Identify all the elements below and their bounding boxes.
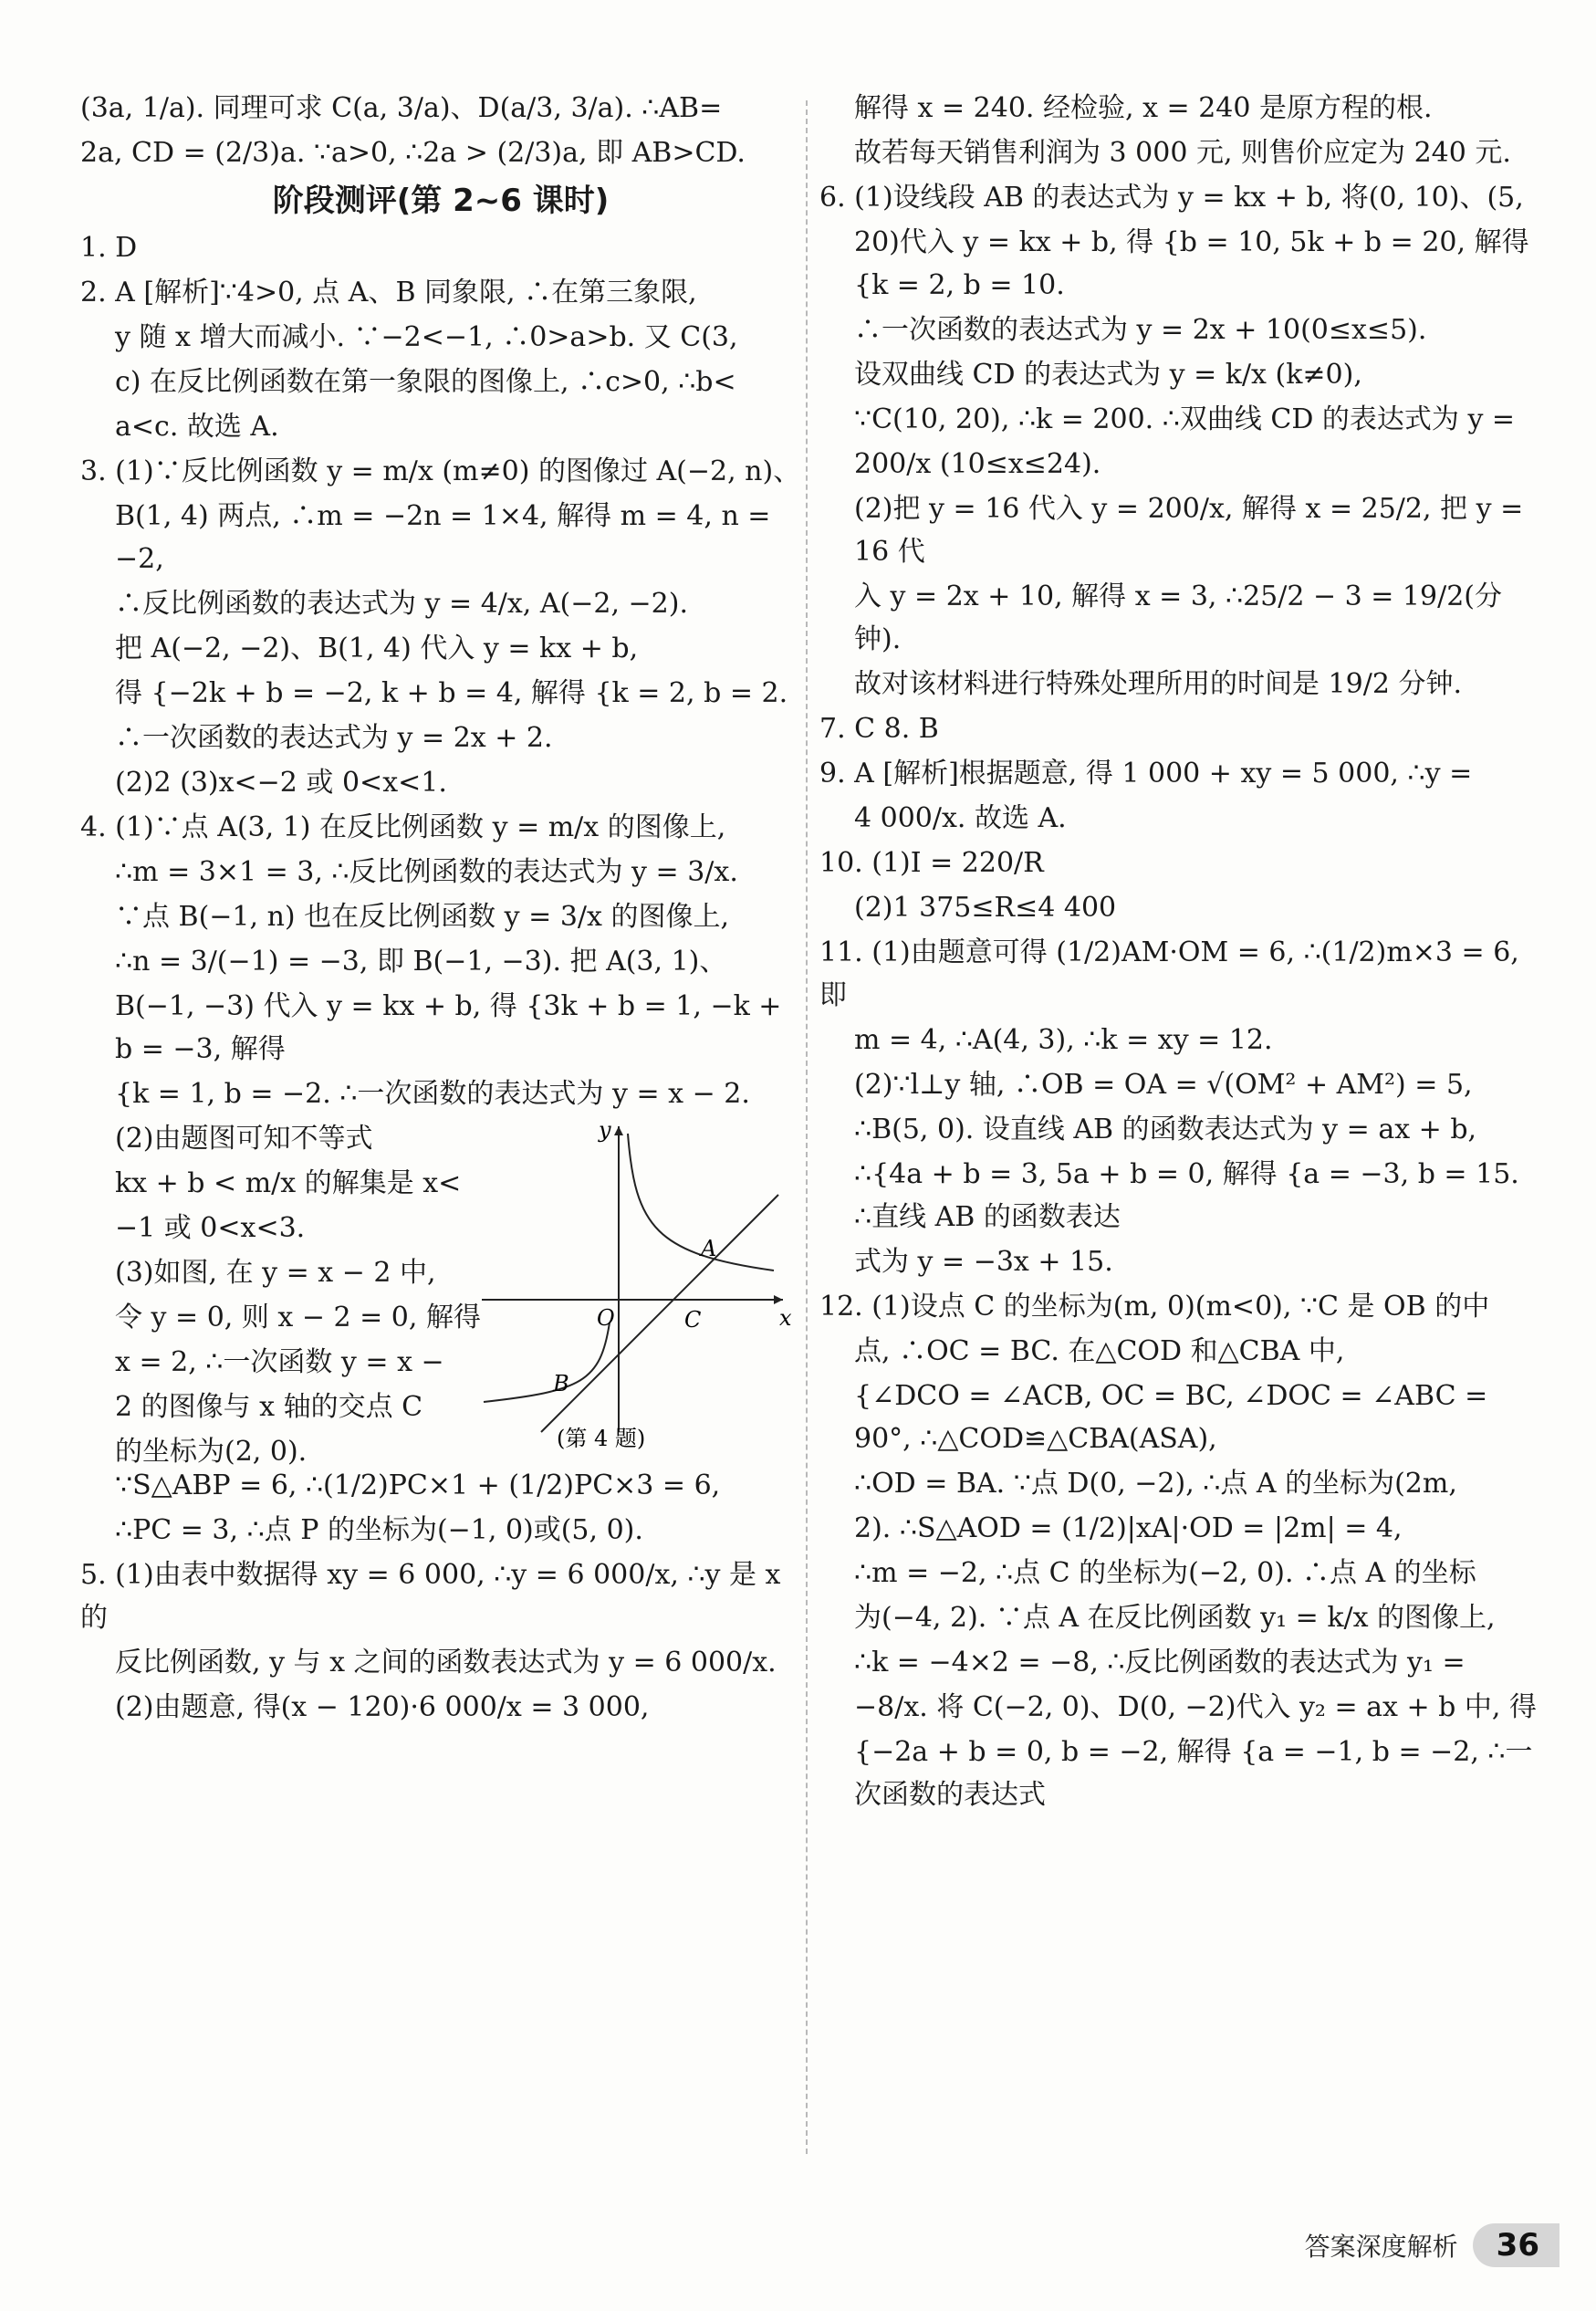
q3-line: 把 A(−2, −2)、B(1, 4) 代入 y = kx + b, — [115, 633, 639, 664]
q5-block — [80, 1553, 801, 1729]
q2-line: a<c. 故选 A. — [115, 411, 279, 443]
q5-line: 反比例函数, y 与 x 之间的函数表达式为 y = 6 000/x. — [115, 1647, 777, 1678]
q12-line: 点, ∴OC = BC. 在△COD 和△CBA 中, — [854, 1335, 1345, 1367]
q4-block — [80, 806, 801, 1552]
q4-line: ∴m = 3×1 = 3, ∴反比例函数的表达式为 y = 3/x. — [115, 856, 738, 888]
q4-line: −1 或 0<x<3. — [115, 1212, 306, 1244]
section-title: 阶段测评(第 2~6 课时) — [272, 183, 610, 219]
q6-line: 200/x (10≤x≤24). — [854, 448, 1101, 480]
q4-line: 4. (1)∵点 A(3, 1) 在反比例函数 y = m/x 的图像上, — [80, 811, 726, 843]
q4-line: 令 y = 0, 则 x − 2 = 0, 解得 — [115, 1302, 481, 1333]
q3-block — [80, 450, 801, 804]
q9-block — [819, 752, 1540, 840]
q10-block — [819, 842, 1540, 929]
q4-line: 2 的图像与 x 轴的交点 C — [115, 1391, 423, 1423]
x-axis-arrow-icon — [774, 1295, 783, 1304]
q3-line: 得 {−2k + b = −2, k + b = 4, 解得 {k = 2, b = 2. — [115, 677, 788, 709]
point-a-label: A — [701, 1236, 717, 1261]
q6-line: 设双曲线 CD 的表达式为 y = k/x (k≠0), — [854, 359, 1362, 391]
y-axis-arrow-icon — [614, 1126, 623, 1135]
q3-line: (2)2 (3)x<−2 或 0<x<1. — [115, 767, 447, 799]
q3-line: ∴一次函数的表达式为 y = 2x + 2. — [115, 722, 553, 754]
q3-line: B(1, 4) 两点, ∴m = −2n = 1×4, 解得 m = 4, n = −2, — [115, 500, 771, 575]
q12-line: ∴OD = BA. ∵点 D(0, −2), ∴点 A 的坐标为(2m, — [854, 1468, 1457, 1500]
q5-continued-block — [819, 87, 1540, 174]
left-column — [80, 87, 801, 1731]
q10-line: 10. (1)I = 220/R — [819, 847, 1044, 879]
right-column — [819, 87, 1540, 1818]
q11-block — [819, 931, 1540, 1283]
q4-line: 的坐标为(2, 0). — [115, 1436, 308, 1468]
prev-answer-line-2: 2a, CD = (2/3)a. ∵a>0, ∴2a > (2/3)a, 即 AB>CD. — [80, 137, 746, 169]
q6-line: ∵C(10, 20), ∴k = 200. ∴双曲线 CD 的表达式为 y = — [854, 403, 1516, 435]
q4-line: (3)如图, 在 y = x − 2 中, — [115, 1257, 436, 1289]
q2-line: 2. A [解析]∵4>0, 点 A、B 同象限, ∴在第三象限, — [80, 277, 697, 308]
q12-line: 2). ∴S△AOD = (1/2)|xA|·OD = |2m| = 4, — [854, 1512, 1403, 1544]
q5-line: 5. (1)由表中数据得 xy = 6 000, ∴y = 6 000/x, ∴y 是 x 的 — [80, 1559, 781, 1634]
axis-y-label: y — [599, 1117, 611, 1143]
q4-line: ∵点 B(−1, n) 也在反比例函数 y = 3/x 的图像上, — [115, 901, 730, 933]
axis-x-label: x — [779, 1305, 792, 1331]
q11-line: ∴{4a + b = 3, 5a + b = 0, 解得 {a = −3, b = 15. ∴直线 AB 的函数表达 — [854, 1158, 1519, 1233]
q3-line: ∴反比例函数的表达式为 y = 4/x, A(−2, −2). — [115, 588, 689, 620]
q6-line: 故对该材料进行特殊处理所用的时间是 19/2 分钟. — [854, 668, 1462, 700]
q11-line: 11. (1)由题意可得 (1/2)AM·OM = 6, ∴(1/2)m×3 = 6, 即 — [819, 936, 1519, 1011]
q12-line: 为(−4, 2). ∵点 A 在反比例函数 y₁ = k/x 的图像上, — [854, 1602, 1496, 1634]
q12-block — [819, 1285, 1540, 1816]
q12-line: −8/x. 将 C(−2, 0)、D(0, −2)代入 y₂ = ax + b 中, 得 — [854, 1691, 1537, 1723]
q6-block — [819, 176, 1540, 706]
q12-line: 12. (1)设点 C 的坐标为(m, 0)(m<0), ∵C 是 OB 的中 — [819, 1291, 1490, 1323]
q4-figure — [473, 1117, 801, 1455]
q4-line: ∴PC = 3, ∴点 P 的坐标为(−1, 0)或(5, 0). — [115, 1514, 643, 1546]
q2-line: c) 在反比例函数在第一象限的图像上, ∴c>0, ∴b< — [115, 366, 736, 398]
q5-line: 解得 x = 240. 经检验, x = 240 是原方程的根. — [854, 92, 1433, 124]
q11-line: 式为 y = −3x + 15. — [854, 1246, 1113, 1278]
q6-line: (2)把 y = 16 代入 y = 200/x, 解得 x = 25/2, 把 y = 16 代 — [854, 493, 1524, 568]
q4-line: x = 2, ∴一次函数 y = x − — [115, 1346, 444, 1378]
point-c-label: C — [684, 1307, 702, 1333]
q5-line: (2)由题意, 得(x − 120)·6 000/x = 3 000, — [115, 1691, 650, 1723]
q9-line: 4 000/x. 故选 A. — [854, 802, 1067, 834]
q11-line: ∴B(5, 0). 设直线 AB 的函数表达式为 y = ax + b, — [854, 1114, 1477, 1145]
q4-line: B(−1, −3) 代入 y = kx + b, 得 {3k + b = 1, −k + b = −3, 解得 — [115, 990, 782, 1065]
q4-line: (2)由题图可知不等式 — [115, 1123, 373, 1155]
page-number: 36 — [1473, 2223, 1559, 2267]
q12-line: {−2a + b = 0, b = −2, 解得 {a = −1, b = −2, ∴一次函数的表达式 — [854, 1736, 1533, 1811]
q12-line: ∴k = −4×2 = −8, ∴反比例函数的表达式为 y₁ = — [854, 1647, 1466, 1678]
figure-caption: (第 4 题) — [557, 1426, 646, 1451]
origin-label: O — [597, 1305, 615, 1331]
prev-answer-line-1: (3a, 1/a). 同理可求 C(a, 3/a)、D(a/3, 3/a). ∴AB= — [80, 92, 723, 124]
point-b-label: B — [553, 1371, 569, 1396]
q3-line: 3. (1)∵反比例函数 y = m/x (m≠0) 的图像过 A(−2, n)、 — [80, 455, 801, 487]
q4-line: {k = 1, b = −2. ∴一次函数的表达式为 y = x − 2. — [115, 1078, 750, 1110]
page-footer — [1305, 2223, 1559, 2267]
q4-line: ∵S△ABP = 6, ∴(1/2)PC×1 + (1/2)PC×3 = 6, — [115, 1469, 721, 1501]
q1-answer: 1. D — [80, 232, 138, 264]
q7-q8-answers: 7. C 8. B — [819, 713, 939, 745]
q6-line: ∴一次函数的表达式为 y = 2x + 10(0≤x≤5). — [854, 314, 1427, 346]
hyperbola-branch-2 — [484, 1323, 610, 1402]
q10-line: (2)1 375≤R≤4 400 — [854, 892, 1117, 924]
q4-line: ∴n = 3/(−1) = −3, 即 B(−1, −3). 把 A(3, 1)、 — [115, 946, 727, 978]
q11-line: m = 4, ∴A(4, 3), ∴k = xy = 12. — [854, 1024, 1273, 1056]
q2-block — [80, 271, 801, 448]
q4-graph-section — [80, 1117, 801, 1468]
q12-line: ∴m = −2, ∴点 C 的坐标为(−2, 0). ∴点 A 的坐标 — [854, 1557, 1476, 1589]
q4-graph-text — [80, 1117, 489, 1473]
q9-line: 9. A [解析]根据题意, 得 1 000 + xy = 5 000, ∴y = — [819, 758, 1473, 790]
q6-line: 入 y = 2x + 10, 解得 x = 3, ∴25/2 − 3 = 19/2(分钟). — [854, 580, 1503, 655]
q11-line: (2)∵l⊥y 轴, ∴OB = OA = √(OM² + AM²) = 5, — [854, 1069, 1473, 1101]
q4-line: kx + b < m/x 的解集是 x< — [115, 1167, 462, 1199]
footer-label: 答案深度解析 — [1304, 2232, 1458, 2262]
q6-line: 6. (1)设线段 AB 的表达式为 y = kx + b, 将(0, 10)、(5, — [819, 182, 1524, 214]
q2-line: y 随 x 增大而减小. ∵−2<−1, ∴0>a>b. 又 C(3, — [115, 321, 738, 353]
column-divider — [806, 100, 808, 2154]
q5-line: 故若每天销售利润为 3 000 元, 则售价应定为 240 元. — [854, 137, 1511, 169]
q12-line: {∠DCO = ∠ACB, OC = BC, ∠DOC = ∠ABC = 90°, ∴△COD≌△CBA(ASA), — [854, 1380, 1488, 1455]
q6-line: 20)代入 y = kx + b, 得 {b = 10, 5k + b = 20, 解得 {k = 2, b = 10. — [854, 226, 1529, 301]
